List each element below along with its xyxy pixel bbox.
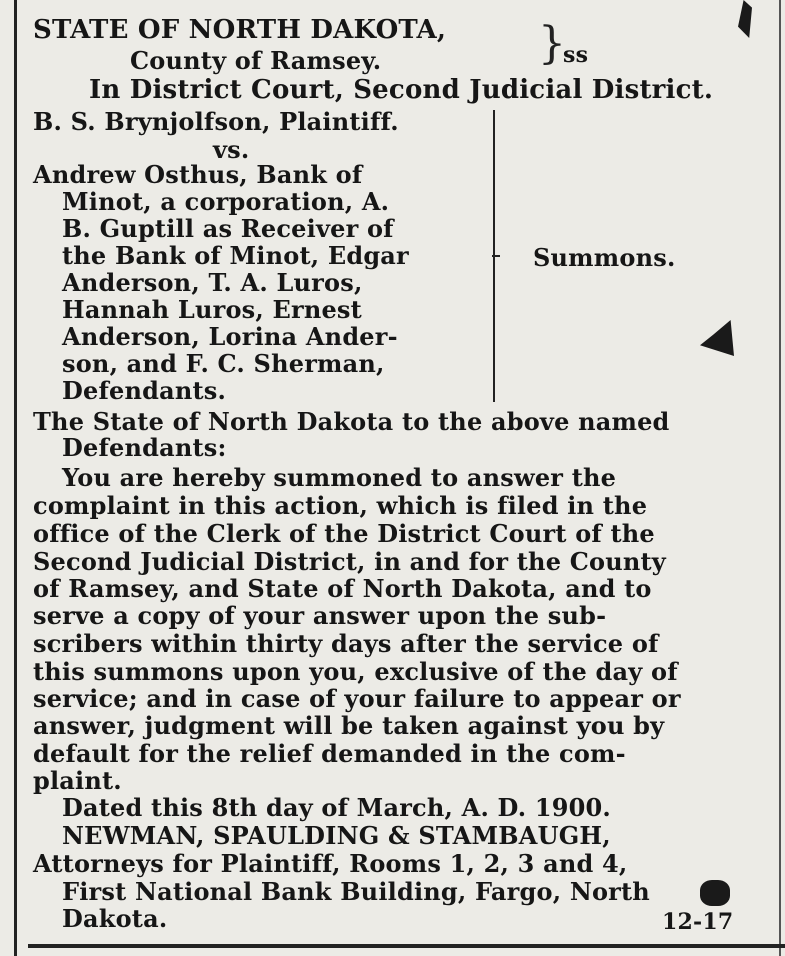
paragraph-line: office of the Clerk of the District Court of the <box>33 519 655 548</box>
paragraph-line: answer, judgment will be taken against you by <box>33 711 665 740</box>
attorneys-line: Dakota. <box>62 904 168 933</box>
ink-speck <box>738 0 752 38</box>
county-heading: County of Ramsey. <box>130 46 382 75</box>
ink-speck <box>700 880 730 906</box>
state-heading: STATE OF NORTH DAKOTA, <box>33 15 447 45</box>
defendant-line: Anderson, Lorina Ander- <box>62 322 398 351</box>
bottom-rule <box>28 944 785 948</box>
attorneys-line: Attorneys for Plaintiff, Rooms 1, 2, 3 and 4, <box>33 849 628 878</box>
court-heading: In District Court, Second Judicial District. <box>89 75 714 105</box>
right-column-rule <box>779 0 781 956</box>
attorneys-line: First National Bank Building, Fargo, North <box>62 877 650 906</box>
paragraph-line: this summons upon you, exclusive of the day of <box>33 657 678 686</box>
paragraph-line: serve a copy of your answer upon the sub- <box>33 601 607 630</box>
versus-label: vs. <box>213 135 250 164</box>
paragraph-line: plaint. <box>33 766 122 795</box>
parties-bracket-point <box>492 255 500 257</box>
defendant-line: Andrew Osthus, Bank of <box>33 160 363 189</box>
defendant-line: son, and F. C. Sherman, <box>62 349 385 378</box>
date-line: Dated this 8th day of March, A. D. 1900. <box>62 793 611 822</box>
left-column-rule <box>14 0 17 956</box>
paragraph-line: of Ramsey, and State of North Dakota, and to <box>33 574 652 603</box>
firm-name: NEWMAN, SPAULDING & STAMBAUGH, <box>62 821 611 850</box>
paragraph-line: complaint in this action, which is filed in the <box>33 491 648 520</box>
paragraph-line: default for the relief demanded in the com- <box>33 739 626 768</box>
issue-code: 12-17 <box>662 909 734 935</box>
address-line: Defendants: <box>62 433 227 462</box>
defendant-line: the Bank of Minot, Edgar <box>62 241 409 270</box>
defendant-line: B. Guptill as Receiver of <box>62 214 394 243</box>
document-type-label: Summons. <box>533 243 676 272</box>
defendant-line: Defendants. <box>62 376 227 405</box>
defendant-line: Minot, a corporation, A. <box>62 187 390 216</box>
venue-brace: } <box>538 18 566 69</box>
paragraph-line: Second Judicial District, in and for the County <box>33 547 666 576</box>
ss-label: ss <box>563 42 589 68</box>
paragraph-line: service; and in case of your failure to appear or <box>33 684 681 713</box>
address-line: The State of North Dakota to the above named <box>33 407 670 436</box>
defendant-line: Anderson, T. A. Luros, <box>62 268 363 297</box>
paragraph-line: You are hereby summoned to answer the <box>62 463 617 492</box>
ink-speck <box>700 320 734 356</box>
paragraph-line: scribers within thirty days after the service of <box>33 629 659 658</box>
plaintiff-name: B. S. Brynjolfson, Plaintiff. <box>33 107 399 136</box>
defendant-line: Hannah Luros, Ernest <box>62 295 362 324</box>
